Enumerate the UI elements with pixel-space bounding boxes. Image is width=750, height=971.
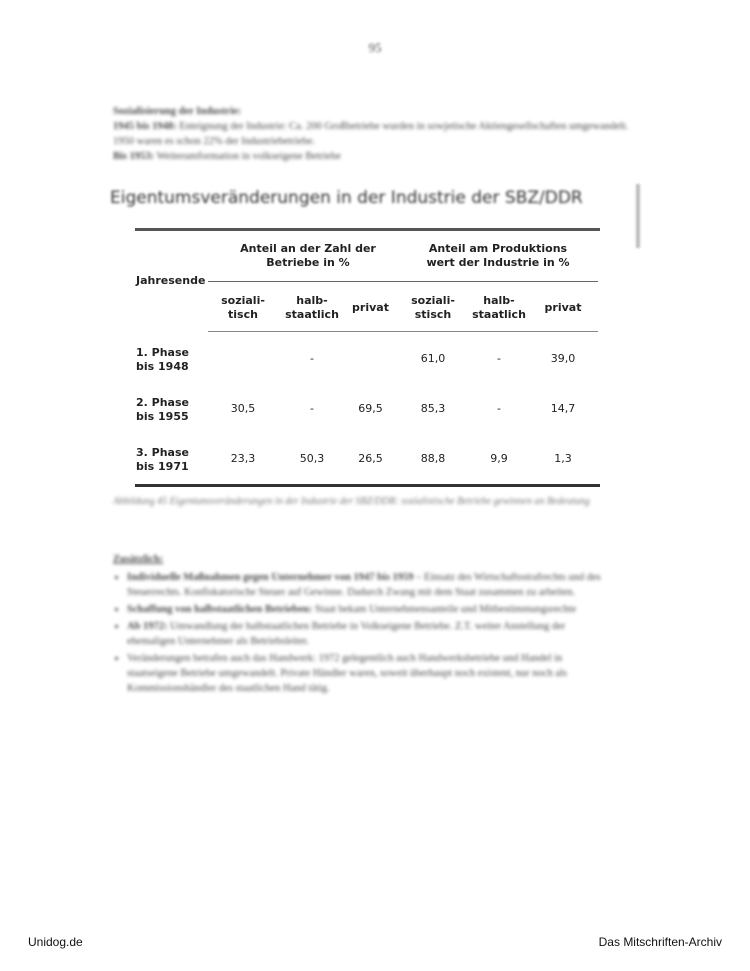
- table-cell: 61,0: [420, 352, 446, 365]
- table-cell: 26,5: [358, 452, 383, 465]
- col2-line1: halb-: [296, 294, 328, 307]
- body-rule: [208, 331, 598, 332]
- table-cell: 30,5: [230, 402, 256, 415]
- page-number: 95: [368, 40, 382, 55]
- col-header-3: privat: [352, 301, 389, 314]
- col5-line2: staatlich: [472, 308, 526, 321]
- row-label-2: [136, 396, 216, 424]
- row1-label-line1: 1. Phase: [136, 346, 189, 359]
- list-item: [127, 602, 613, 617]
- list-item: [127, 619, 613, 649]
- col1-line2: tisch: [228, 308, 258, 321]
- row1-label-line2: bis 1948: [136, 360, 189, 373]
- row3-label-line2: bis 1971: [136, 460, 189, 473]
- intro-line2-label: Bis 1953:: [113, 151, 155, 162]
- figure-shadow: [636, 184, 640, 248]
- row2-label-line1: 2. Phase: [136, 396, 189, 409]
- figure-caption: Abbildung 45 Eigentumsveränderungen in der Industrie der SBZ/DDR: sozialistische Betriebe gewinnen an Bedeutung: [113, 496, 590, 507]
- table-cell: -: [497, 402, 501, 415]
- table-cell: -: [310, 402, 314, 415]
- section-title: Sozialisierung der Industrie:: [113, 106, 242, 117]
- group1-header-line2: Betriebe in %: [266, 256, 350, 269]
- table-bottom-rule: [135, 484, 600, 487]
- ownership-figure: [108, 184, 636, 488]
- footer-archive-name: Das Mitschriften-Archiv: [598, 935, 722, 949]
- list-item: [127, 570, 613, 600]
- list-item-label: Individuelle Maßnahmen gegen Unternehmer von 1947 bis 1959: [127, 572, 414, 583]
- row2-label-line2: bis 1955: [136, 410, 189, 423]
- col4-line1: soziali-: [411, 294, 455, 307]
- col-header-1: [218, 294, 268, 322]
- intro-paragraph-2: [113, 149, 633, 164]
- list-item-label: Schaffung von halbstaatlichen Betrieben:: [127, 604, 313, 615]
- table-cell: -: [497, 352, 501, 365]
- list-item-text: Umwandlung der halbstaatlichen Betriebe in Volkseigene Betriebe. Z.T. weiter Anstellung der ehemaligen Unternehmer als Betriebsleiter.: [127, 621, 566, 647]
- additional-list: [113, 570, 613, 696]
- col5-line1: halb-: [483, 294, 515, 307]
- list-item-label: Ab 1972:: [127, 621, 168, 632]
- additional-section: [113, 552, 613, 698]
- list-item-text: Staat bekam Unternehmensanteile und Mitbestimmungsrechte: [312, 604, 577, 615]
- col1-line1: soziali-: [221, 294, 265, 307]
- group2-header-line2: wert der Industrie in %: [426, 256, 570, 269]
- group2-header: [423, 242, 573, 270]
- col-header-5: [464, 294, 534, 322]
- intro-section: [113, 104, 633, 164]
- table-cell: -: [310, 352, 314, 365]
- table-cell: 23,3: [230, 452, 256, 465]
- intro-paragraph: [113, 119, 633, 149]
- table-cell: 14,7: [550, 402, 576, 415]
- col-header-2: [277, 294, 347, 322]
- figure-title: Eigentumsveränderungen in der Industrie der SBZ/DDR: [110, 188, 583, 208]
- list-item-text: Veränderungen betrafen auch das Handwerk: 1972 gelegentlich auch Handwerksbetriebe und Handel in staatseigene Betriebe umgewandelt. Private Händler waren, soweit überhaupt noch existent, nur noch als Kommissionshändler des staatlichen Hand tätig.: [127, 653, 567, 694]
- table-cell: 85,3: [420, 402, 446, 415]
- intro-line1-text: Enteignung der Industrie: Ca. 200 Großbetriebe wurden in sowjetische Aktiengesellschaften umgewandelt. 1950 waren es schon 22% der Industriebetriebe.: [113, 121, 629, 147]
- row-header: Jahresende: [136, 274, 206, 287]
- table-cell: 9,9: [490, 452, 508, 465]
- header-rule: [208, 281, 598, 282]
- col4-line2: stisch: [414, 308, 452, 321]
- table-cell: 39,0: [550, 352, 576, 365]
- col2-line2: staatlich: [285, 308, 339, 321]
- table-cell: 69,5: [358, 402, 383, 415]
- table-cell: 50,3: [299, 452, 325, 465]
- table-cell: 88,8: [420, 452, 446, 465]
- additional-heading: Zusätzlich:: [113, 554, 164, 565]
- row-label-1: [136, 346, 216, 374]
- group1-header: [238, 242, 378, 270]
- col-header-4: [408, 294, 458, 322]
- list-item-text: – Einsatz des Wirtschaftsstrafrechts und des Steuerrechts. Konfiskatorische Steuer auf Gewinne. Dadurch Zwang mit dem Staat zusammen zu arbeiten.: [127, 572, 601, 598]
- col-header-6: privat: [544, 301, 582, 314]
- table-top-rule: [135, 228, 600, 231]
- row-label-3: [136, 446, 216, 474]
- table-cell: 1,3: [554, 452, 572, 465]
- list-item: [127, 651, 613, 696]
- group2-header-line1: Anteil am Produktions: [428, 242, 568, 255]
- intro-line1-label: 1945 bis 1948:: [113, 121, 177, 132]
- group1-header-line1: Anteil an der Zahl der: [240, 242, 376, 255]
- intro-line2-text: Weiterumformation in volkseigene Betriebe: [156, 151, 341, 162]
- footer-site-name: Unidog.de: [28, 935, 83, 949]
- row3-label-line1: 3. Phase: [136, 446, 189, 459]
